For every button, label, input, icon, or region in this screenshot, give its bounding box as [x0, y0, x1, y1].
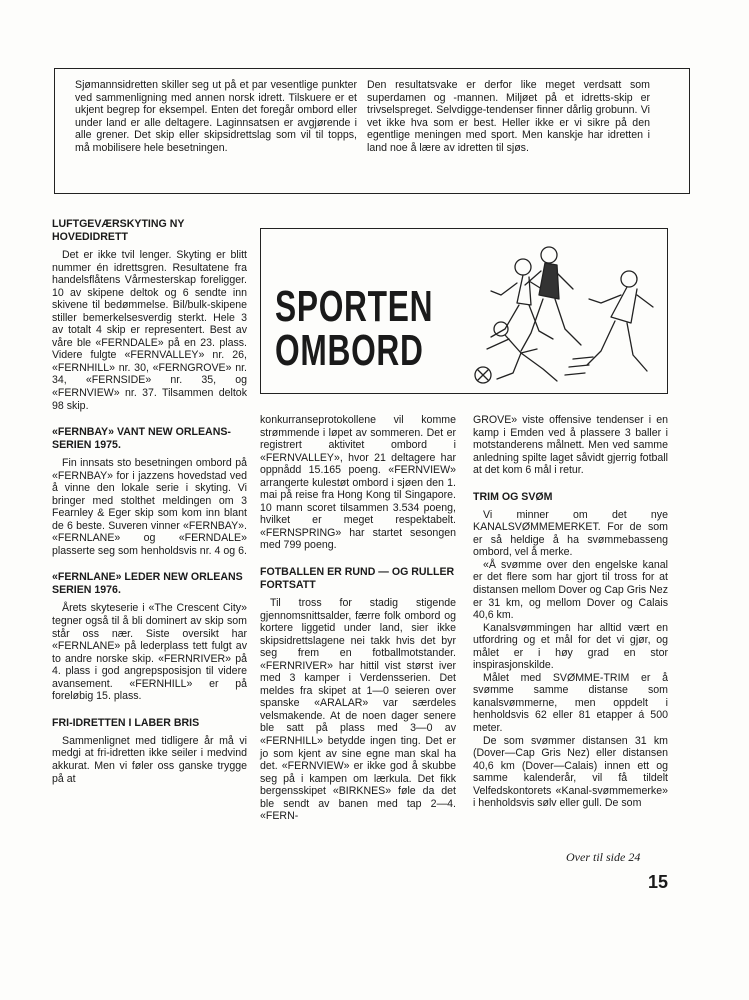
column-2 — [260, 414, 456, 823]
title-box — [260, 228, 668, 394]
intro-left-text: Sjømannsidretten skiller seg ut på et par vesentlige punkter ved sammenligning med annen norsk idrett. Tilskuere er et ukjent begrep for eksempel. Enten det foregår ombord eller under land er alle deltagere. Laginnsatsen er avgjørende i alle grener. Det skip eller skipsidrettslag som vil til topps, må mobilisere hele besetningen. — [75, 79, 357, 154]
body-trim-2: «Å svømme over den engelske kanal er det flere som har gjort til tross for at distansen mellom Dover og Cap Gris Nez er 31 km, og mellom Dover og Calais 40,6 km. — [473, 558, 668, 622]
title-line-1: SPORTEN — [275, 282, 434, 331]
intro-right-text: Den resultatsvake er derfor like meget verdsatt som superdamen og -mannen. Miljøet på et idretts-skip er trivselspreget. Selvdigge-tendenser finner dårlig grobunn. Vi vet ikke hva som er best. Heller ikke er vi sikre på den egentlige meningen med sport. Men kanskje har idretten i land noe å lære av idretten til sjøs. — [367, 79, 650, 154]
continue-note: Over til side 24 — [566, 850, 641, 864]
heading-fernbay: «FERNBAY» VANT NEW ORLEANS-SERIEN 1975. — [52, 426, 231, 452]
body-grove: GROVE» viste offensive tendenser i en kamp i Emden ved å plassere 3 baller i motstanderens målnett. Men ved samme anledning spilte laget såvidt gjerrig fotball at det kom 6 mål i retur. — [473, 414, 668, 477]
body-fotballen: Til tross for stadig stigende gjennomsnittsalder, færre folk ombord og kortere liggetid under land, sier ikke skipsidrettslagene nei takk hvis det byr seg frem en fotballmotstander. «FERNRIVER» har hittil vist størst iver med 3 kamper i Verdensserien. Det meldes fra skipet at 1—0 seieren over spanske «ARALAR» var særdeles velsmakende. At de noen dager senere ble satt på plass med 3—0 av «FERNHILL» betydde ingen ting. Det er jo som kjent av sine egne man skal ha det. «FERNVIEW» er ikke god å skubbe seg på i kampen om lærkula. Det fikk bergensskipet «BIRKNES» føle da det ble sendt av banen med tap 2—4. «FERN- — [260, 597, 456, 823]
heading-fotballen: FOTBALLEN ER RUND — OG RULLER FORTSATT — [260, 566, 455, 592]
body-trim-1: Vi minner om det nye KANALSVØMMEMERKET. For de som er så heldige å ha svømmebasseng ombord, vel å merke. — [473, 508, 668, 559]
body-konkurranse: konkurranseprotokollene vil komme strømmende i løpet av sommeren. Det er registrert aktivitet ombord i «FERNVALLEY», hvor 21 deltagere har oppnådd 15.165 poeng. «FERNVIEW» arrangerte kulestøt ombord i sjøen den 1. mai på reise fra Hong Kong til Singapore. 10 mann scoret tilsammen 3.534 poeng, hvilket er meget respektabelt. «FERNSPRING» har startet sesongen med 799 poeng. — [260, 414, 456, 552]
body-fernbay: Fin innsats sto besetningen ombord på «FERNBAY» for i jazzens hovedstad ved å vinne den lokale serie i skyting. Vi bringer med stolthet meldingen om 3 Fearnley & Eger skip som kom inn blant de 6 beste. Suveren vinner «FERNBAY». «FERNLANE» og «FERNDALE» plasserte seg som henholdsvis nr. 4 og 6. — [52, 457, 247, 557]
body-fri-idretten: Sammenlignet med tidligere år må vi medgi at fri-idretten ikke seiler i medvind akkurat. Men vi føler oss ganske trygge på at — [52, 734, 247, 785]
body-luftgevaer: Det er ikke tvil lenger. Skyting er blitt nummer én idrettsgren. Resultatene fra handelsflåtens Vårmesterskap foreligger. 10 av skipene deltok og 6 sendte inn skivene til bedømmelse. Bil/bulk-skipene stiller bemerkelsesverdig sterkt. Hele 3 av totalt 4 skip er representert. Best av våre ble «FERNDALE» på en 23. plass. Videre fulgte «FERNVALLEY» nr. 26, «FERNHILL» nr. 30, «FERNGROVE» nr. 34, «FERNSIDE» nr. 35, og «FERNVIEW» nr. 37. Tilsammen deltok 98 skip. — [52, 249, 247, 412]
heading-luftgevaer: LUFTGEVÆRSKYTING NY HOVEDIDRETT — [52, 218, 185, 243]
page-title — [275, 282, 434, 375]
body-fernlane: Årets skyteserie i «The Crescent City» tegner også til å bli dominert av skip som står oss nær. Siste oversikt har «FERNLANE» på lederplass tett fulgt av to andre norske skip. «FERNRIVER» på 4. plass i god angrepsposisjon til videre avansement. «FERNHILL» er på foreløbig 15. plass. — [52, 602, 247, 703]
body-trim-3: Kanalsvømmingen har alltid vært en utfordring og et mål for det vi gjør, og målet er i høy grad en stor inspirasjonskilde. — [473, 621, 668, 672]
title-line-2: OMBORD — [275, 326, 424, 375]
body-trim-4: Målet med SVØMME-TRIM er å svømme samme distanse som kanalsvømmerne, men oppdelt i henholdsvis 62 eller 81 etapper á 500 meter. — [473, 671, 668, 735]
column-3 — [473, 414, 668, 810]
intro-box — [54, 68, 690, 194]
page-number: 15 — [648, 872, 669, 892]
heading-fri-idretten: FRI-IDRETTEN I LABER BRIS — [52, 716, 200, 729]
column-1 — [52, 218, 247, 785]
body-trim-5: De som svømmer distansen 31 km (Dover—Cap Gris Nez) eller distansen 40,6 km (Dover—Calais) innen ett og samme kalenderår, vil få tildelt Velfedskontorets «Kanal-svømmemerke» i henholdsvis sølv eller gull. De som — [473, 734, 668, 810]
heading-fernlane: «FERNLANE» LEDER NEW ORLEANS SERIEN 1976. — [52, 571, 243, 597]
football-players-illustration — [461, 233, 665, 391]
heading-trim-og-svom: TRIM OG SVØM — [473, 490, 553, 503]
